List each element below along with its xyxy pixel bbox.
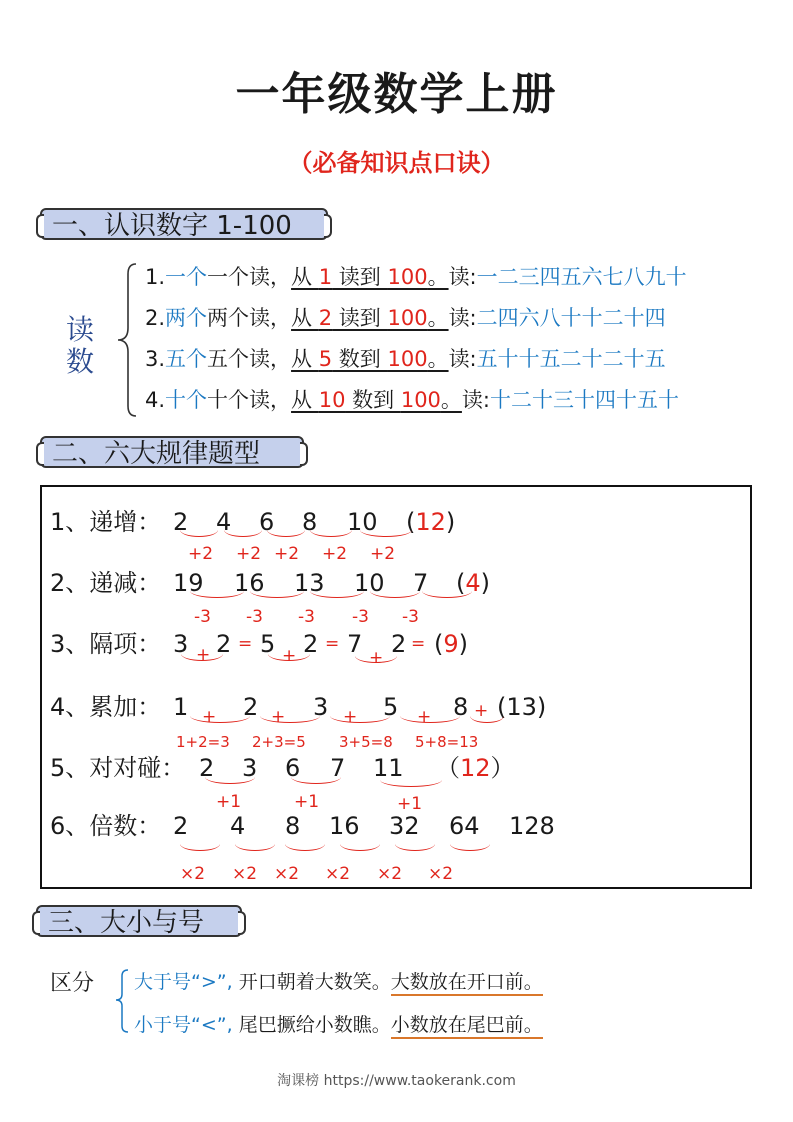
compare-row-greater: 大于号“>”, 开口朝着大数笑。大数放在开口前。: [134, 968, 543, 996]
pattern-2-arc: [422, 584, 472, 598]
pattern-3-op: +: [196, 645, 211, 665]
pattern-5-arc: [205, 770, 255, 784]
pattern-5-arc: [291, 770, 341, 784]
compare-bracket: [114, 968, 130, 1034]
pattern-6-label: 6、倍数：: [50, 812, 162, 840]
pattern-4-op: +: [271, 707, 286, 727]
pattern-4-num: 8: [453, 693, 469, 721]
pattern-4-label: 4、累加：: [50, 693, 162, 721]
pattern-5-op: +1: [397, 794, 423, 814]
pattern-5-op: +1: [216, 792, 242, 812]
pattern-6-num: 8: [285, 812, 301, 840]
pattern-2-arc: [250, 584, 304, 598]
pattern-1-op: +2: [188, 544, 214, 564]
compare-row-less: 小于号“<”, 尾巴撅给小数瞧。小数放在尾巴前。: [134, 1011, 543, 1039]
pattern-4-op: +: [343, 707, 358, 727]
brace-bracket: [114, 262, 140, 418]
pattern-2-num: 10: [354, 569, 385, 597]
pattern-4-sum: 1+2=3: [176, 733, 230, 751]
pattern-6-arc: [395, 837, 435, 851]
pattern-1-num: 2: [173, 508, 189, 536]
pattern-3-num: 2: [216, 630, 232, 658]
pattern-6-op: ×2: [377, 864, 403, 884]
pattern-6-arc: [285, 837, 325, 851]
pattern-2-op: -3: [402, 607, 419, 627]
pattern-3-num: 5: [260, 630, 276, 658]
pattern-5-arc: [380, 773, 442, 787]
pattern-4-arc: [330, 709, 390, 723]
pattern-3-op: +: [369, 648, 384, 668]
pattern-1-num: 4: [216, 508, 232, 536]
page-subtitle: （必备知识点口诀）: [288, 149, 505, 177]
pattern-2-arc: [310, 584, 364, 598]
pattern-3-num: 2: [391, 630, 407, 658]
pattern-3-num: 3: [173, 630, 189, 658]
pattern-1-num: 8: [302, 508, 318, 536]
pattern-4-arc: [190, 709, 250, 723]
pattern-2-op: -3: [194, 607, 211, 627]
pattern-1-num: 6: [259, 508, 275, 536]
pattern-3-answer: (9): [434, 630, 469, 658]
side-label-count: 数: [66, 345, 95, 378]
pattern-4-answer: (13): [497, 693, 547, 721]
pattern-6-op: ×2: [274, 864, 300, 884]
pattern-6-arc: [450, 837, 490, 851]
pattern-5-num: 3: [242, 754, 258, 782]
pattern-2-arc: [370, 584, 420, 598]
pattern-5-num: 11: [373, 754, 404, 782]
pattern-2-label: 2、递减：: [50, 569, 162, 597]
pattern-box: [40, 485, 752, 889]
pattern-6-num: 16: [329, 812, 360, 840]
pattern-1-label: 1、递增：: [50, 508, 162, 536]
pattern-4-num: 2: [243, 693, 259, 721]
pattern-1-num: 10: [347, 508, 378, 536]
read-row-3: 3.五个五个读，从 5 数到 100。读:五十十五二十二十五: [145, 347, 666, 371]
pattern-6-num: 64: [449, 812, 480, 840]
side-label-read: 读: [66, 313, 95, 346]
pattern-5-op: +1: [294, 792, 320, 812]
pattern-1-op: +2: [322, 544, 348, 564]
section-2-header: 二、六大规律题型: [40, 436, 304, 468]
pattern-1-answer: (12): [406, 508, 456, 536]
pattern-5-answer: （12）: [436, 754, 515, 782]
pattern-6-op: ×2: [232, 864, 258, 884]
pattern-3-op: +: [282, 646, 297, 666]
pattern-4-num: 5: [383, 693, 399, 721]
pattern-6-arc: [180, 837, 220, 851]
pattern-2-num: 13: [294, 569, 325, 597]
pattern-1-arc: [360, 523, 412, 537]
pattern-4-num: 1: [173, 693, 189, 721]
pattern-1-arc: [224, 523, 262, 537]
section-1-header: 一、认识数字 1-100: [40, 208, 328, 240]
pattern-2-answer: (4): [456, 569, 491, 597]
pattern-5-num: 2: [199, 754, 215, 782]
pattern-2-op: -3: [352, 607, 369, 627]
compare-label: 区分: [50, 971, 95, 996]
pattern-5-label: 5、对对碰：: [50, 754, 186, 782]
pattern-3-op: =: [325, 634, 340, 654]
page-title: 一年级数学上册: [235, 69, 558, 120]
pattern-2-num: 16: [234, 569, 265, 597]
pattern-3-op: =: [238, 634, 253, 654]
section-3-header: 三、大小与号: [36, 905, 242, 937]
pattern-3-num: 2: [303, 630, 319, 658]
pattern-4-sum: 2+3=5: [252, 733, 306, 751]
pattern-6-num: 128: [509, 812, 555, 840]
pattern-2-num: 19: [173, 569, 204, 597]
pattern-6-op: ×2: [180, 864, 206, 884]
pattern-4-op: +: [202, 707, 217, 727]
footer-watermark: 淘课榜 https://www.taokerank.com: [277, 1073, 516, 1089]
pattern-1-arc: [180, 523, 218, 537]
pattern-4-op: +: [417, 707, 432, 727]
pattern-6-arc: [340, 837, 380, 851]
pattern-6-op: ×2: [428, 864, 454, 884]
pattern-6-num: 32: [389, 812, 420, 840]
read-row-1: 1.一个一个读，从 1 读到 100。读:一二三四五六七八九十: [145, 265, 687, 289]
pattern-4-op: +: [474, 701, 489, 721]
pattern-3-op: =: [411, 634, 426, 654]
pattern-1-arc: [267, 523, 305, 537]
pattern-2-op: -3: [298, 607, 315, 627]
pattern-1-op: +2: [370, 544, 396, 564]
pattern-1-op: +2: [236, 544, 262, 564]
pattern-6-arc: [235, 837, 275, 851]
pattern-4-arc: [260, 709, 320, 723]
pattern-6-op: ×2: [325, 864, 351, 884]
pattern-4-sum: 3+5=8: [339, 733, 393, 751]
pattern-6-num: 4: [230, 812, 246, 840]
pattern-5-num: 6: [285, 754, 301, 782]
read-row-4: 4.十个十个读，从 10 数到 100。读:十二十三十四十五十: [145, 388, 679, 412]
pattern-5-num: 7: [330, 754, 346, 782]
pattern-6-num: 2: [173, 812, 189, 840]
pattern-2-op: -3: [246, 607, 263, 627]
pattern-3-num: 7: [347, 630, 363, 658]
pattern-2-arc: [190, 584, 244, 598]
pattern-4-num: 3: [313, 693, 329, 721]
pattern-4-sum: 5+8=13: [415, 733, 479, 751]
pattern-1-op: +2: [274, 544, 300, 564]
pattern-2-num: 7: [413, 569, 429, 597]
read-row-2: 2.两个两个读，从 2 读到 100。读:二四六八十十二十四: [145, 306, 666, 330]
pattern-3-label: 3、隔项：: [50, 630, 162, 658]
pattern-1-arc: [310, 523, 352, 537]
